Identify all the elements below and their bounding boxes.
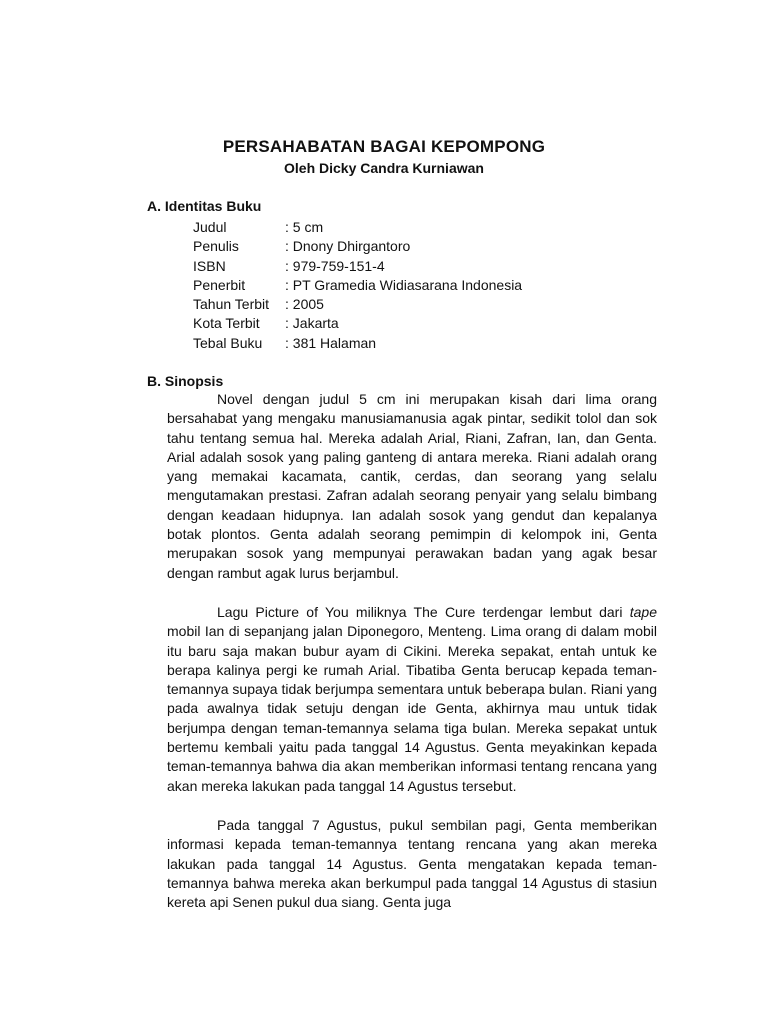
synopsis-paragraph-1: Novel dengan judul 5 cm ini merupakan kisah dari lima orang bersahabat yang mengaku manusiamanusia agak pintar, sedikit tolol dan sok tahu tentang semua hal. Mereka adalah Arial, Riani, Zafran, Ian, dan Genta. Arial adalah sosok yang paling ganteng di antara mereka. Riani adalah orang yang memakai kacamata, cantik, cerdas, dan seorang yang selalu mengutamakan prestasi. Zafran adalah seorang penyair yang selalu bimbang dengan keadaan hidupnya. Ian adalah sosok yang gendut dan kepalanya botak plontos. Genta adalah seorang pemimpin di kelompok ini, Genta merupakan sosok yang mempunyai perawakan badan yang agak besar dengan rambut agak lurus berjambul. [167,391,657,581]
identity-value: : 381 Halaman [285,334,377,351]
paragraph-text: Lagu Picture of You miliknya The Cure terdengar lembut dari [217,604,630,620]
identity-row-penulis [193,237,522,256]
identity-label: Tahun Terbit [193,296,270,313]
identity-value: : PT Gramedia Widiasarana Indonesia [285,276,523,293]
identity-value: : 5 cm [285,219,324,235]
paragraph-text: mobil Ian di sepanjang jalan Diponegoro, Menteng. Lima orang di dalam mobil itu baru saja makan bubur ayam di Cikini. Mereka sepakat, entah untuk ke berapa kalinya pergi ke rumah Arial. Tibatiba Genta berucap kepada teman-temannya supaya tidak berjumpa sementara untuk beberapa bulan. Riani yang pada awalnya tidak setuju dengan ide Genta, akhirnya mau untuk tidak berjumpa dengan teman-temannya selama tiga bulan. Mereka sepakat untuk bertemu kembali yaitu pada tanggal 14 Agustus. Genta meyakinkan kepada teman-temannya bahwa dia akan memberikan informasi tentang rencana yang akan mereka lakukan pada tanggal 14 Agustus tersebut. [167,623,657,794]
identity-value: : Jakarta [285,315,339,332]
identity-value: : 979-759-151-4 [285,257,385,274]
identity-row-isbn [193,257,522,276]
identity-label: Penerbit [193,276,246,293]
identity-label: Kota Terbit [193,315,260,332]
document-title: PERSAHABATAN BAGAI KEPOMPONG [222,137,546,156]
identity-label: Judul [193,219,227,235]
identity-label: ISBN [193,257,226,274]
document-author: Oleh Dicky Candra Kurniawan [284,160,484,176]
identity-row-kota-terbit [193,314,522,333]
identity-row-penerbit [193,276,522,295]
identity-label: Tebal Buku [193,334,263,351]
identity-label: Penulis [193,238,239,255]
identity-row-tahun-terbit [193,295,522,314]
section-a-heading: A. Identitas Buku [147,198,262,214]
identity-row-tebal-buku [193,334,522,353]
identity-row-judul [193,218,522,237]
identity-value: : Dnony Dhirgantoro [285,238,411,255]
book-identity-list [193,218,522,353]
identity-value: : 2005 [285,296,324,313]
section-b-heading: B. Sinopsis [147,373,224,389]
paragraph-italic-text: tape [629,604,657,620]
synopsis-paragraph-2 [167,603,657,796]
synopsis-paragraph-3: Pada tanggal 7 Agustus, pukul sembilan pagi, Genta memberikan informasi kepada teman-temannya tentang rencana yang akan mereka lakukan pada tanggal 14 Agustus. Genta mengatakan kepada teman-temannya bahwa mereka akan berkumpul pada tanggal 14 Agustus di stasiun kereta api Senen pukul dua siang. Genta juga [167,817,657,911]
